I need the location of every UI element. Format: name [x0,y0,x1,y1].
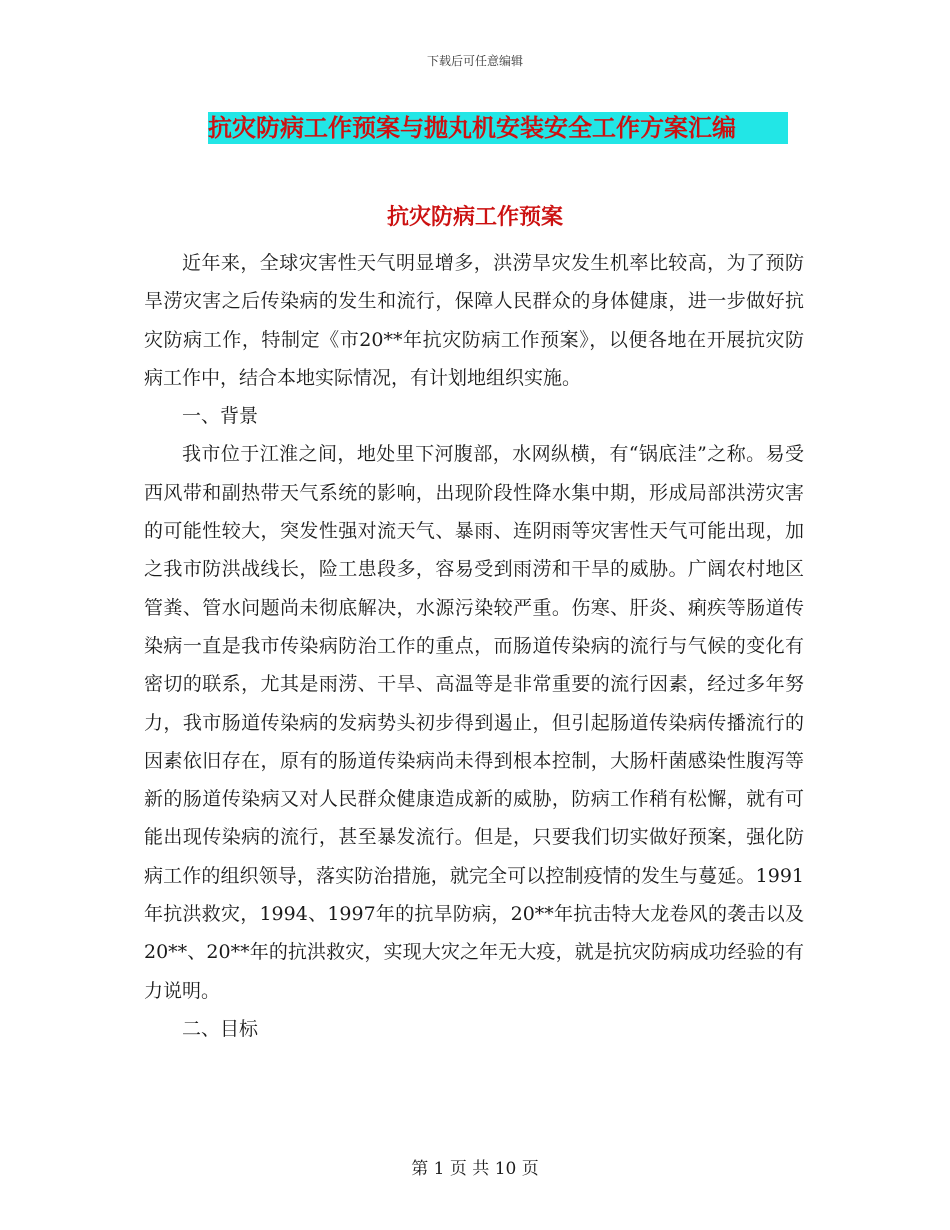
document-title: 抗灾防病工作预案与抛丸机安装安全工作方案汇编 [208,112,788,144]
page-footer: 第 1 页 共 10 页 [411,1159,539,1179]
paragraph-background: 我市位于江淮之间，地处里下河腹部，水网纵横，有“锅底洼”之称。易受西风带和副热带天气系统的影响，出现阶段性降水集中期，形成局部洪涝灾害的可能性较大，突发性强对流天气、暴雨、连阴雨等灾害性天气可能出现，加之我市防洪战线长，险工患段多，容易受到雨涝和干旱的威胁。广阔农村地区管粪、管水问题尚未彻底解决，水源污染较严重。伤寒、肝炎、痢疾等肠道传染病一直是我市传染病防治工作的重点，而肠道传染病的流行与气候的变化有密切的联系，尤其是雨涝、干旱、高温等是非常重要的流行因素，经过多年努力，我市肠道传染病的发病势头初步得到遏止，但引起肠道传染病传播流行的因素依旧存在，原有的肠道传染病尚未得到根本控制，大肠杆菌感染性腹泻等新的肠道传染病又对人民群众健康造成新的威胁，防病工作稍有松懈，就有可能出现传染病的流行，甚至暴发流行。但是，只要我们切实做好预案，强化防病工作的组织领导，落实防治措施，就完全可以控制疫情的发生与蔓延。1991年抗洪救灾，1994、1997年的抗旱防病，20**年抗击特大龙卷风的袭击以及20**、20**年的抗洪救灾，实现大灾之年无大疫，就是抗灾防病成功经验的有力说明。 [144,443,804,1002]
section-title: 抗灾防病工作预案 [386,205,563,230]
document-body [144,244,804,1048]
heading-goals: 二、目标 [182,1017,259,1040]
page-header-note: 下载后可任意编辑 [426,54,523,68]
heading-background: 一、背景 [182,405,259,428]
paragraph-intro: 近年来，全球灾害性天气明显增多，洪涝旱灾发生机率比较高，为了预防旱涝灾害之后传染病的发生和流行，保障人民群众的身体健康，进一步做好抗灾防病工作，特制定《市20**年抗灾防病工作预案》，以便各地在开展抗灾防病工作中，结合本地实际情况，有计划地组织实施。 [144,252,804,389]
